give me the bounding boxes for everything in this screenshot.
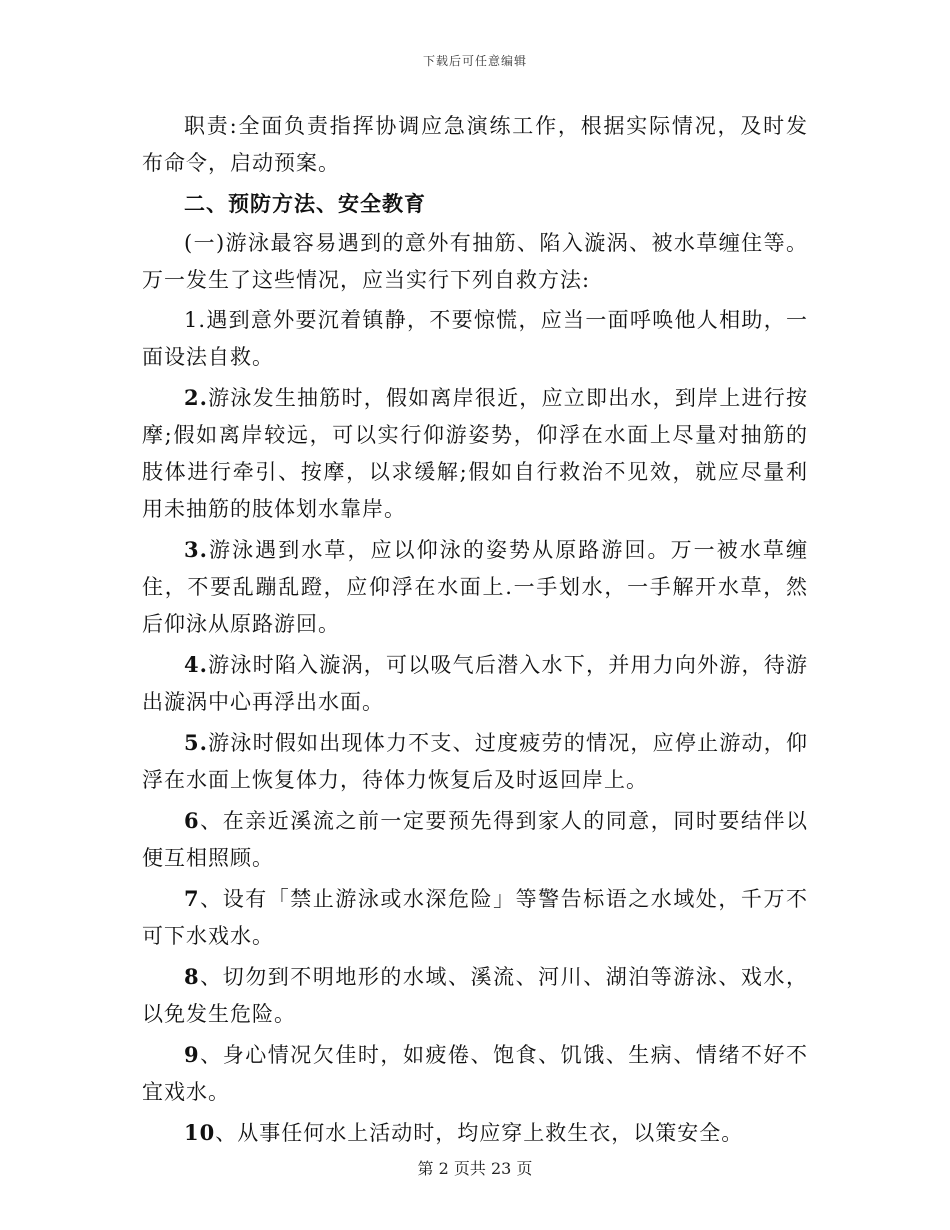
paragraph-text: (一)游泳最容易遇到的意外有抽筋、陷入漩涡、被水草缠住等。万一发生了这些情况，应当实行下列自救方法:	[142, 231, 808, 292]
paragraph-text: 游泳遇到水草，应以仰泳的姿势从原路游回。万一被水草缠住，不要乱蹦乱蹬，应仰浮在水面上.一手划水，一手解开水草，然后仰泳从原路游回。	[142, 538, 808, 636]
paragraph-item-10	[142, 1114, 808, 1152]
paragraph-text: 游泳发生抽筋时，假如离岸很近，应立即出水，到岸上进行按摩;假如离岸较远，可以实行仰游姿势，仰浮在水面上尽量对抽筋的肢体进行牵引、按摩，以求缓解;假如自行救治不见效，就应尽量利用未抽筋的肢体划水靠岸。	[142, 386, 808, 521]
paragraph-text: 1.遇到意外要沉着镇静，不要惊慌，应当一面呼唤他人相助，一面设法自救。	[142, 308, 808, 369]
paragraph-item-2	[142, 379, 808, 528]
item-number: 6	[184, 808, 200, 833]
item-number: 5.	[184, 730, 208, 755]
section-heading	[142, 185, 808, 222]
paragraph-item-5	[142, 724, 808, 799]
paragraph-intro	[142, 225, 808, 299]
item-number: 2.	[184, 385, 208, 410]
paragraph-duty	[142, 108, 808, 182]
heading-text: 二、预防方法、安全教育	[184, 191, 426, 216]
paragraph-item-7	[142, 880, 808, 955]
paragraph-item-3	[142, 531, 808, 643]
paragraph-item-6	[142, 802, 808, 877]
page-header: 下载后可任意编辑	[422, 54, 527, 68]
paragraph-item-1	[142, 302, 808, 376]
paragraph-item-8	[142, 958, 808, 1033]
item-number: 9	[184, 1042, 200, 1067]
page-footer: 第 2 页共 23 页	[417, 1159, 533, 1178]
paragraph-item-9	[142, 1036, 808, 1111]
item-number: 4.	[184, 652, 208, 677]
document-body	[142, 108, 808, 1155]
paragraph-text: 、设有「禁止游泳或水深危险」等警告标语之水域处，千万不可下水戏水。	[142, 887, 808, 948]
paragraph-text: 、切勿到不明地形的水域、溪流、河川、湖泊等游泳、戏水，以免发生危险。	[142, 965, 808, 1026]
item-number: 10	[184, 1120, 216, 1145]
item-number: 8	[184, 964, 200, 989]
paragraph-text: 、从事任何水上活动时，均应穿上救生衣，以策安全。	[215, 1121, 744, 1145]
paragraph-text: 、在亲近溪流之前一定要预先得到家人的同意，同时要结伴以便互相照顾。	[142, 809, 808, 870]
paragraph-text: 游泳时陷入漩涡，可以吸气后潜入水下，并用力向外游，待游出漩涡中心再浮出水面。	[142, 653, 808, 714]
paragraph-text: 、身心情况欠佳时，如疲倦、饱食、饥饿、生病、情绪不好不宜戏水。	[142, 1043, 808, 1104]
paragraph-text: 游泳时假如出现体力不支、过度疲劳的情况，应停止游动，仰浮在水面上恢复体力，待体力恢复后及时返回岸上。	[142, 731, 808, 792]
item-number: 7	[184, 886, 200, 911]
paragraph-item-4	[142, 646, 808, 721]
item-number: 3.	[184, 537, 208, 562]
paragraph-text: 职责:全面负责指挥协调应急演练工作，根据实际情况，及时发布命令，启动预案。	[142, 114, 808, 175]
